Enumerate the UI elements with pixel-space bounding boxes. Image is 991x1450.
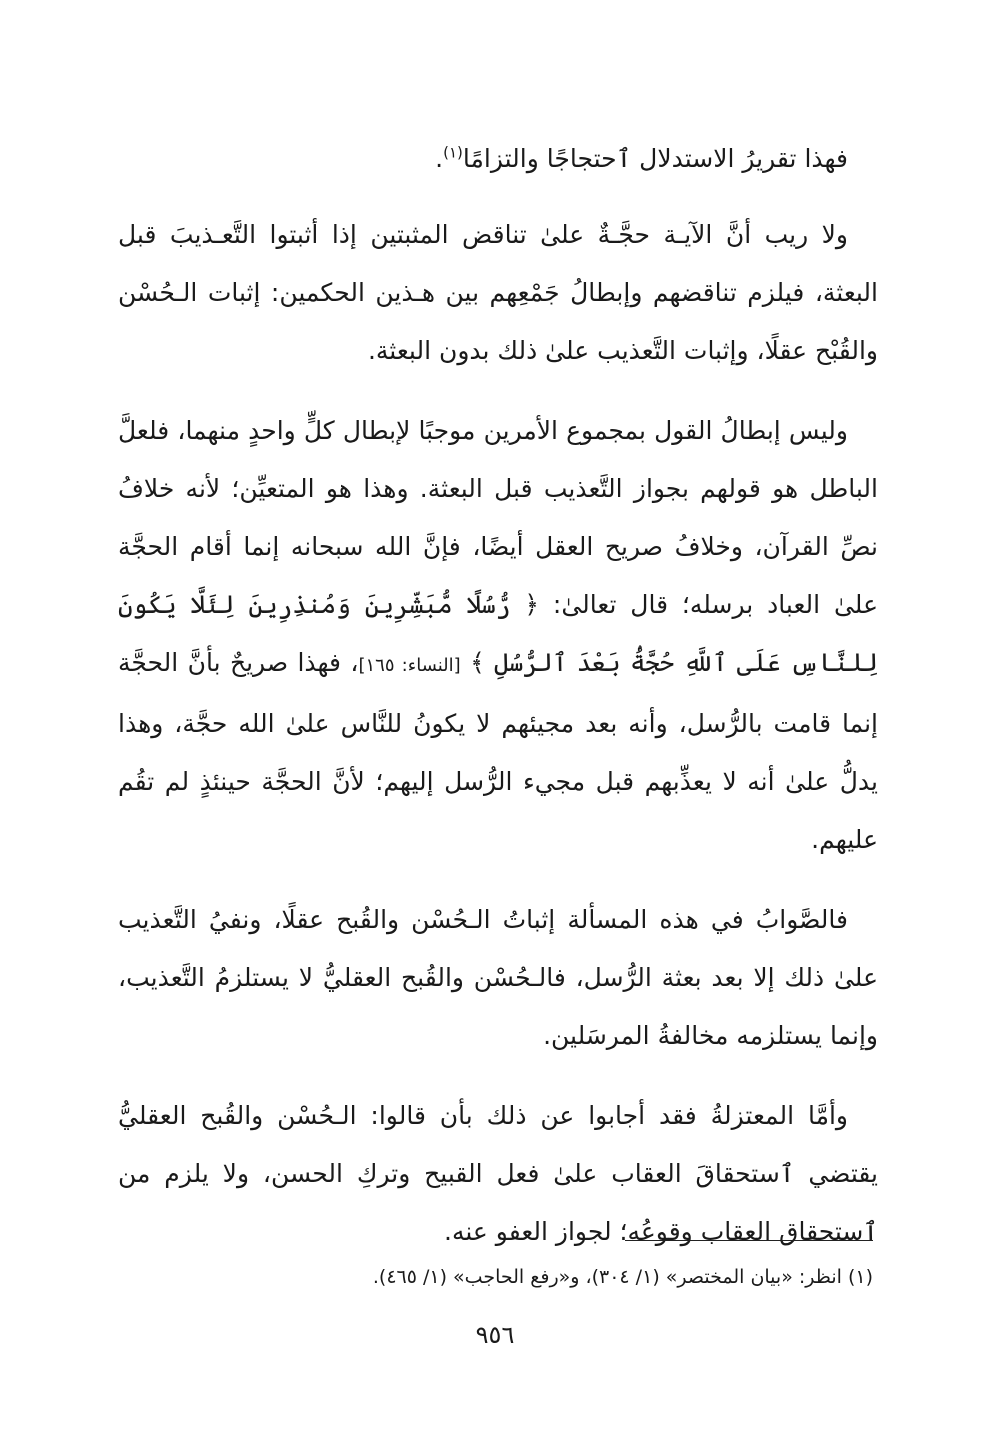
quran-verse: ﴿ رُّسُلًا مُّبَشِّرِينَ وَمُنذِرِينَ لِئَلَّا يَكُونَ لِلنَّاسِ عَلَى ٱللَّهِ حُجَّةُۢ بَعْدَ ٱلرُّسُلِ ﴾: [118, 590, 878, 677]
paragraph-3-text-a: وليس إبطالُ القول بمجموع الأمرين موجبًا لإبطال كلٍّ واحدٍ منهما، فلعلَّ الباطل هو قولهم بجواز التَّعذيب قبل البعثة. وهذا هو المتعيِّن؛ لأنه خلافُ نصِّ القرآن، وخلافُ صريح العقل أيضًا، فإنَّ الله سبحانه إنما أقام الحجَّة علىٰ العباد برسله؛ قال تعالىٰ:: [118, 416, 878, 619]
paragraph-4: فالصَّوابُ في هذه المسألة إثباتُ الـحُسْن والقُبح عقلًا، ونفيُ التَّعذيب علىٰ ذلك إلا بعد بعثة الرُّسل، فالـحُسْن والقُبح العقليُّ لا يستلزمُ التَّعذيب، وإنما يستلزمه مخالفةُ المرسَلين.: [118, 905, 878, 1050]
footnote-divider: [625, 1240, 873, 1241]
paragraph-2: ولا ريب أنَّ الآيـة حجَّـةٌ علىٰ تناقض المثبتين إذا أثبتوا التَّعـذيبَ قبل البعثة، فيلزم تناقضهم وإبطالُ جَمْعِهم بين هـذين الحكمين: إثبات الـحُسْن والقُبْح عقلًا، وإثبات التَّعذيب علىٰ ذلك بدون البعثة.: [118, 220, 878, 365]
paragraph-3-text-b: ، فهذا صريحٌ بأنَّ الحجَّة إنما قامت بالرُّسل، وأنه بعد مجيئهم لا يكونُ للنَّاس علىٰ الله حجَّة، وهذا يدلُّ علىٰ أنه لا يعذِّبهم قبل مجيء الرُّسل إليهم؛ لأنَّ الحجَّة حينئذٍ لم تقُم عليهم.: [118, 648, 878, 854]
paragraph-1-text: فهذا تقريرُ الاستدلال ٱحتجاجًا والتزامًا: [462, 144, 848, 173]
verse-citation: [النساء: ١٦٥]: [358, 655, 461, 676]
paragraph-5: وأمَّا المعتزلةُ فقد أجابوا عن ذلك بأن قالوا: الـحُسْن والقُبح العقليُّ يقتضي ٱستحقاقَ العقاب علىٰ فعل القبيح وتركِ الحسن، ولا يلزم من ٱستحقاق العقاب وقوعُه؛ لجواز العفو عنه.: [118, 1101, 878, 1246]
paragraph-3: [118, 402, 878, 869]
footnote: (١) انظر: «بيان المختصر» (١/ ٣٠٤)، و«رفع الحاجب» (١/ ٤٦٥).: [372, 1266, 873, 1288]
paragraph-1: [118, 130, 878, 188]
footnote-marker: (١): [443, 143, 463, 162]
paragraph-1-end: .: [435, 144, 444, 173]
main-text: [118, 130, 878, 1261]
page-number: ٩٥٦: [475, 1321, 515, 1349]
